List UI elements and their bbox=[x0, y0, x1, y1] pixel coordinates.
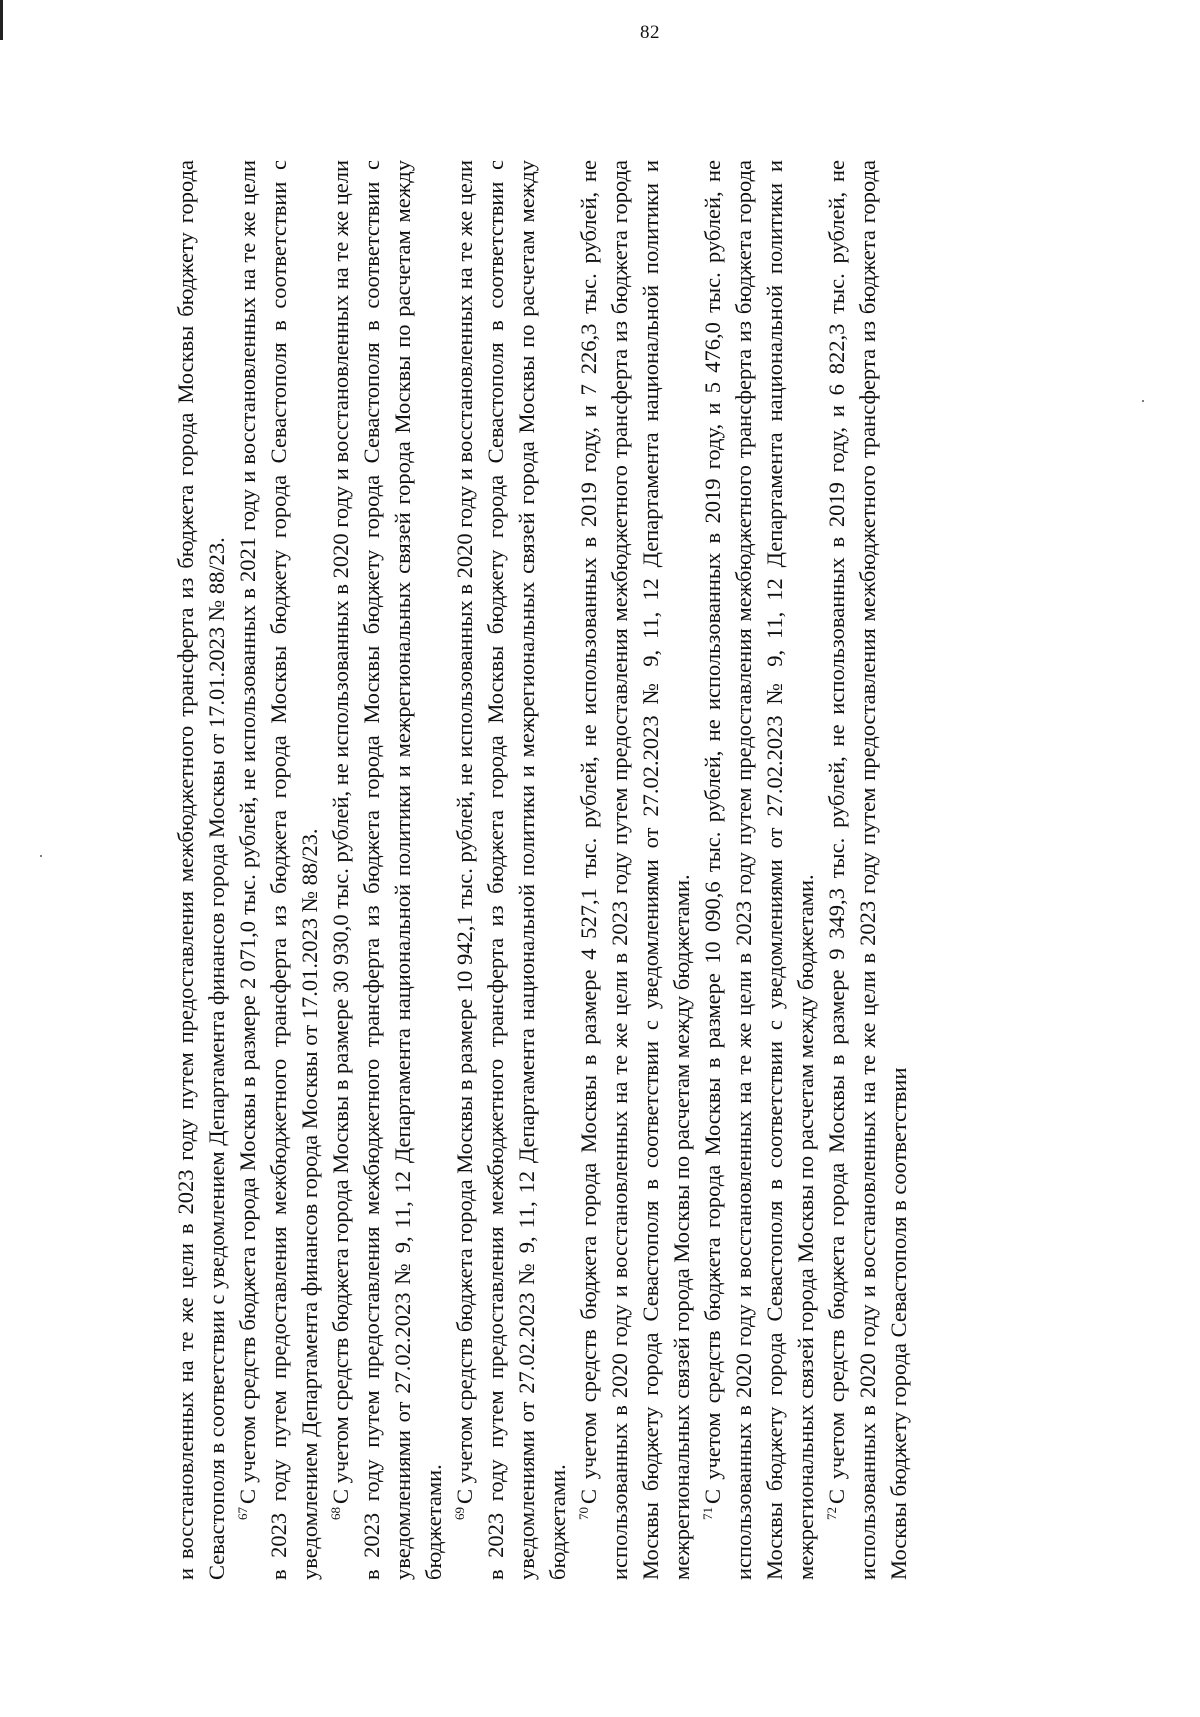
footnote-72 bbox=[821, 160, 914, 1580]
footnote-text: и восстановленных на те же цели в 2023 году путем предоставления межбюджетного трансферта из бюджета города Москвы бюджету города Севастополя в соответствии с уведомлением Департамента финансов города Москвы от 17.01.2023 № 88/23. bbox=[173, 160, 229, 1580]
scan-speck bbox=[40, 855, 42, 857]
footnote-68 bbox=[325, 160, 449, 1580]
footnote-marker: 71 bbox=[699, 1507, 715, 1520]
footnote-marker: 67 bbox=[234, 1507, 250, 1520]
footnote-69 bbox=[449, 160, 573, 1580]
footnote-text: С учетом средств бюджета города Москвы в размере 9 349,3 тыс. рублей, не использованных в 2019 году, и 6 822,3 тыс. рублей, не использованных в 2020 году и восстановленных на те же цели в 2023 году путем предоставления межбюджетного трансферта из бюджета города Москвы бюджету города Севастополя в соответствии bbox=[824, 160, 911, 1580]
footnote-marker: 72 bbox=[823, 1507, 839, 1520]
footnote-marker: 70 bbox=[575, 1507, 591, 1520]
scan-speck bbox=[1142, 400, 1144, 402]
footnote-71 bbox=[697, 160, 821, 1580]
footnote-text: С учетом средств бюджета города Москвы в размере 2 071,0 тыс. рублей, не использованных в 2021 году и восстановленных на те же цели в 2023 году путем предоставления межбюджетного трансферта из бюджета города Москвы бюджету города Севастополя в соответствии с уведомлением Департамента финансов города Москвы от 17.01.2023 № 88/23. bbox=[235, 160, 322, 1580]
footnote-text: С учетом средств бюджета города Москвы в размере 10 090,6 тыс. рублей, не использованных в 2019 году, и 5 476,0 тыс. рублей, не использованных в 2020 году и восстановленных на те же цели в 2023 году путем предоставления межбюджетного трансферта из бюджета города Москвы бюджету города Севастополя в соответствии с уведомлениями от 27.02.2023 № 9, 11, 12 Департамента национальной политики и межрегиональных связей города Москвы по расчетам между бюджетами. bbox=[700, 160, 818, 1580]
page-number: 82 bbox=[640, 22, 660, 43]
footnote-text: С учетом средств бюджета города Москвы в размере 10 942,1 тыс. рублей, не использованных в 2020 году и восстановленных на те же цели в 2023 году путем предоставления межбюджетного трансферта из бюджета города Москвы бюджету города Севастополя в соответствии с уведомлениями от 27.02.2023 № 9, 11, 12 Департамента национальной политики и межрегиональных связей города Москвы по расчетам между бюджетами. bbox=[452, 160, 570, 1580]
footnote-text: С учетом средств бюджета города Москвы в размере 30 930,0 тыс. рублей, не использованных в 2020 году и восстановленных на те же цели в 2023 году путем предоставления межбюджетного трансферта из бюджета города Москвы бюджету города Севастополя в соответствии с уведомлениями от 27.02.2023 № 9, 11, 12 Департамента национальной политики и межрегиональных связей города Москвы по расчетам между бюджетами. bbox=[328, 160, 446, 1580]
footnote-continuation bbox=[170, 160, 232, 1580]
footnotes-block bbox=[170, 160, 1050, 1580]
scan-edge bbox=[0, 0, 3, 40]
footnote-67 bbox=[232, 160, 325, 1580]
footnote-marker: 69 bbox=[451, 1507, 467, 1520]
footnote-marker: 68 bbox=[327, 1507, 343, 1520]
footnote-70 bbox=[573, 160, 697, 1580]
footnote-text: С учетом средств бюджета города Москвы в размере 4 527,1 тыс. рублей, не использованных в 2019 году, и 7 226,3 тыс. рублей, не использованных в 2020 году и восстановленных на те же цели в 2023 году путем предоставления межбюджетного трансферта из бюджета города Москвы бюджету города Севастополя в соответствии с уведомлениями от 27.02.2023 № 9, 11, 12 Департамента национальной политики и межрегиональных связей города Москвы по расчетам между бюджетами. bbox=[576, 160, 694, 1580]
